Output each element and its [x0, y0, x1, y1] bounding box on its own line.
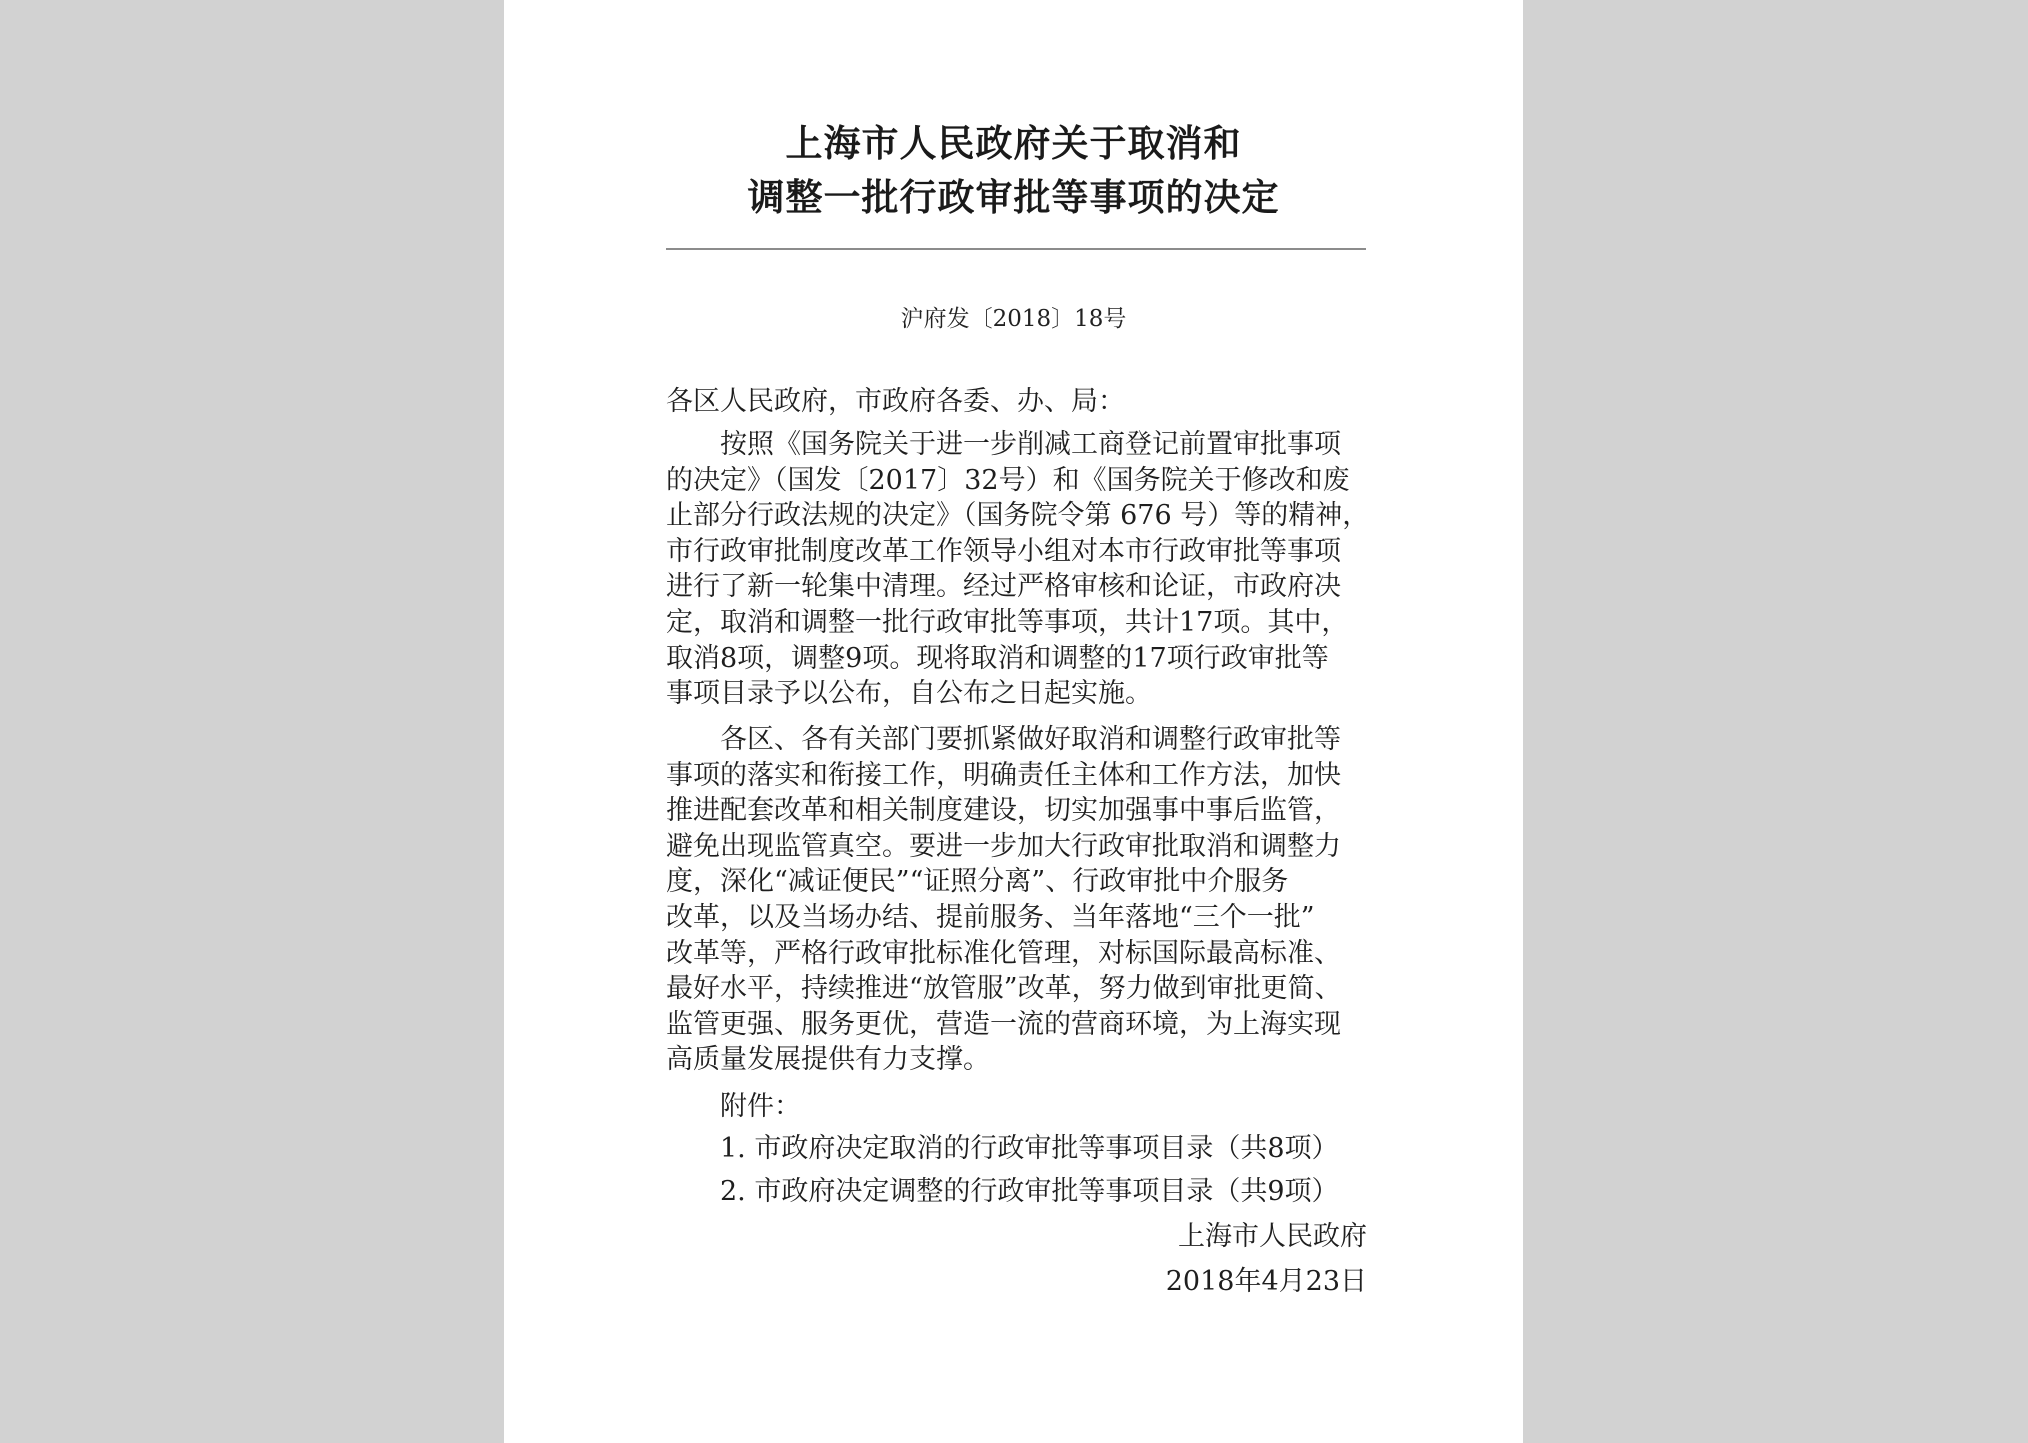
- paragraph-2-line: 最好水平，持续推进“放管服”改革，努力做到审批更简、: [666, 973, 1342, 1005]
- paragraph-2: [666, 722, 1366, 1078]
- annex-label: 附件：: [720, 1091, 801, 1122]
- paragraph-1: [666, 427, 1370, 712]
- paragraph-2-line: 改革，以及当场办结、提前服务、当年落地“三个一批”: [666, 901, 1315, 933]
- document-number: 沪府发〔2018〕18号: [900, 306, 1127, 332]
- issuer-signature: 上海市人民政府: [1178, 1221, 1367, 1252]
- paragraph-2-line: 事项的落实和衔接工作，明确责任主体和工作方法，加快: [666, 759, 1341, 791]
- paragraph-2-line: 推进配套改革和相关制度建设，切实加强事中事后监管，: [666, 795, 1341, 827]
- paragraph-1-line: 事项目录予以公布，自公布之日起实施。: [666, 678, 1152, 710]
- paragraph-1-line: 进行了新一轮集中清理。经过严格审核和论证，市政府决: [666, 571, 1341, 603]
- paragraph-2-line: 监管更强、服务更优，营造一流的营商环境，为上海实现: [666, 1008, 1341, 1040]
- paragraph-1-line: 止部分行政法规的决定》（国务院令第 676 号）等的精神，: [666, 500, 1370, 532]
- paragraph-2-line: 度，深化“减证便民”“证照分离”、行政审批中介服务: [666, 866, 1289, 898]
- paragraph-1-line: 市行政审批制度改革工作领导小组对本市行政审批等事项: [666, 535, 1341, 567]
- document-page: [504, 0, 1523, 1443]
- paragraph-1-line: 按照《国务院关于进一步削减工商登记前置审批事项: [720, 429, 1341, 460]
- paragraph-1-line: 定，取消和调整一批行政审批等事项，共计17项。其中，: [666, 606, 1349, 638]
- paragraph-2-line: 避免出现监管真空。要进一步加大行政审批取消和调整力: [666, 830, 1341, 862]
- salutation: 各区人民政府，市政府各委、办、局：: [666, 386, 1125, 417]
- paragraph-2-line: 高质量发展提供有力支撑。: [666, 1044, 990, 1076]
- issue-date: 2018年4月23日: [1165, 1266, 1367, 1297]
- paragraph-1-line: 取消8项，调整9项。现将取消和调整的17项行政审批等: [666, 642, 1329, 674]
- annex-item: 2. 市政府决定调整的行政审批等事项目录（共9项）: [720, 1176, 1339, 1207]
- paragraph-2-line: 各区、各有关部门要抓紧做好取消和调整行政审批等: [720, 724, 1341, 755]
- document-title-line-1: 上海市人民政府关于取消和: [785, 121, 1242, 165]
- annex-item: 1. 市政府决定取消的行政审批等事项目录（共8项）: [720, 1133, 1339, 1164]
- title-divider: [666, 248, 1366, 250]
- document-title-line-2: 调整一批行政审批等事项的决定: [747, 175, 1280, 219]
- paragraph-2-line: 改革等，严格行政审批标准化管理，对标国际最高标准、: [666, 937, 1341, 969]
- paragraph-1-line: 的决定》（国发〔2017〕32号）和《国务院关于修改和废: [666, 464, 1350, 496]
